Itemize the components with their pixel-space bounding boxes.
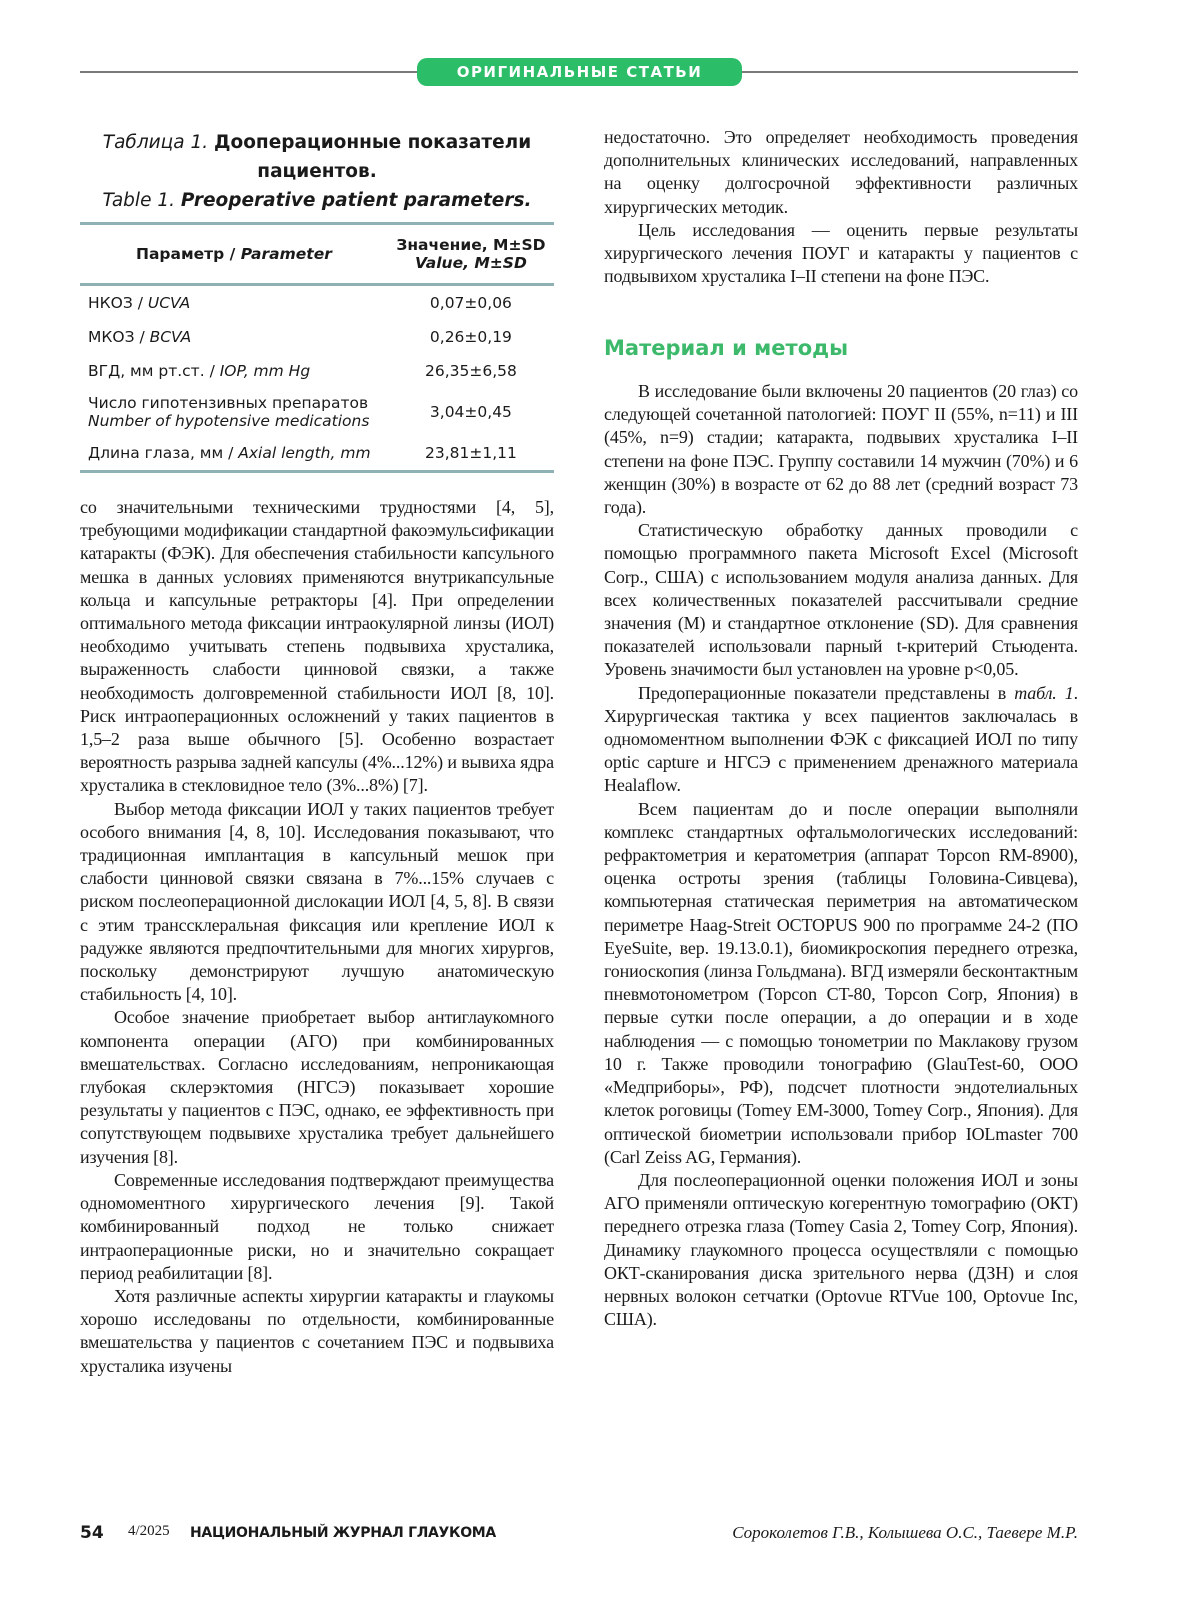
paragraph: В исследование были включены 20 пациентов (20 глаз) со следующей сочетанной патологией: ПОУГ II (55%, n=11) и III (45%, n=9) стадии; катаракта, подвывих хрусталика I–II степени на фоне ПЭС. Группу составили 14 мужчин (70%) и 6 женщин (30%) в возрасте от 62 до 88 лет (средний возраст 73 года). [604, 380, 1078, 519]
value-cell: 3,04±0,45 [388, 388, 554, 436]
issue-number: 4/2025 [128, 1523, 170, 1540]
caption-ru: Дооперационные показатели пациентов. [214, 132, 531, 182]
table-reference-link[interactable]: табл. 1 [1014, 683, 1073, 703]
table-row [80, 320, 554, 354]
section-badge: ОРИГИНАЛЬНЫЕ СТАТЬИ [417, 58, 742, 86]
authors: Сороколетов Г.В., Колышева О.С., Таевере М.Р. [732, 1523, 1078, 1543]
table-row [80, 354, 554, 388]
paragraph: Предоперационные показатели представлены в табл. 1. Хирургическая тактика у всех пациентов заключалась в одномоментном выполнении ФЭК с фиксацией ИОЛ по типу optic capture и НГСЭ с применением дренажного материала Healaflow. [604, 682, 1078, 798]
header-rule-right [740, 71, 1078, 73]
table-caption [80, 128, 554, 215]
paragraph: Современные исследования подтверждают преимущества одномоментного хирургического лечения [9]. Такой комбинированный подход не только снижает интраоперационные риски, но и значительно сокращает период реабилитации [8]. [80, 1169, 554, 1285]
header-value: Значение, M±SD Value, M±SD [388, 224, 554, 285]
caption-en-label: Table 1. [102, 190, 175, 211]
paragraph: Хотя различные аспекты хирургии катаракты и глаукомы хорошо исследованы по отдельности, комбинированные вмешательства у пациентов с сочетанием ПЭС и подвывиха хрусталика изучены [80, 1285, 554, 1378]
caption-ru-label: Таблица 1. [103, 132, 208, 153]
parameter-cell: Число гипотензивных препаратов Number of hypotensive medications [80, 388, 388, 436]
paragraph: Цель исследования — оценить первые результаты хирургического лечения ПОУГ и катаракты у пациентов с подвывихом хрусталика I–II степени на фоне ПЭС. [604, 219, 1078, 289]
caption-en: Preoperative patient parameters. [181, 190, 532, 211]
header-parameter: Параметр / Parameter [80, 224, 388, 285]
header-rule-left [80, 71, 420, 73]
journal-name: НАЦИОНАЛЬНЫЙ ЖУРНАЛ ГЛАУКОМА [190, 1525, 496, 1541]
paragraph: Статистическую обработку данных проводили с помощью программного пакета Microsoft Excel (Microsoft Corp., США) с использованием модуля анализа данных. Для всех количественных показателей рассчитывали средние значения (M) и стандартное отклонение (SD). Для сравнения показателей использовали парный t-критерий Стьюдента. Уровень значимости был установлен на уровне p<0,05. [604, 519, 1078, 681]
page-number: 54 [80, 1523, 104, 1543]
table-row [80, 388, 554, 436]
value-cell: 0,26±0,19 [388, 320, 554, 354]
table-row [80, 285, 554, 321]
value-cell: 26,35±6,58 [388, 354, 554, 388]
paragraph: Выбор метода фиксации ИОЛ у таких пациентов требует особого внимания [4, 8, 10]. Исследования показывают, что традиционная имплантация в капсульный мешок при слабости цинновой связки связана в 7%...15% случаев с риском послеоперационной дислокации ИОЛ [4, 5, 8]. В связи с этим транссклеральная фиксация или крепление ИОЛ к радужке являются предпочтительными для многих хирургов, поскольку демонстрируют лучшую анатомическую стабильность [4, 10]. [80, 798, 554, 1007]
right-column-methods [604, 380, 1078, 1331]
paragraph: со значительными техническими трудностями [4, 5], требующими модификации стандартной факоэмульсификации катаракты (ФЭК). Для обеспечения стабильности капсульного мешка в данных условиях применяются внутрикапсульные кольца и капсульные ретракторы [4]. При определении оптимального метода фиксации интраокулярной линзы (ИОЛ) необходимо учитывать степень подвывиха хрусталика, выраженность слабости цинновой связки, а также необходимость долговременной стабильности ИОЛ [8, 10]. Риск интраоперационных осложнений у таких пациентов в 1,5–2 раза выше обычного [5]. Особенно возрастает вероятность разрыва задней капсулы (4%...12%) и вывиха ядра хрусталика в стекловидное тело (3%...8%) [7]. [80, 496, 554, 798]
table-row [80, 436, 554, 472]
paragraph: Всем пациентам до и после операции выполняли комплекс стандартных офтальмологических исследований: рефрактометрия и кератометрия (аппарат Topcon RM-8900), оценка остроты зрения (таблицы Головина-Сивцева), компьютерная статическая периметрия на автоматическом периметре Haag-Streit OCTOPUS 900 по программе 24-2 (ПО EyeSuite, вер. 19.13.0.1), биомикроскопия переднего отрезка, гониоскопия (линза Гольдмана). ВГД измеряли бесконтактным пневмотонометром (Topcon CT-80, Topcon Corp, Япония) в первые сутки после операции, а до операции и в ходе наблюдения — с помощью тонометрии по Маклакову грузом 10 г. Также проводили тонографию (GlauTest-60, ООО «Медприборы», РФ), подсчет плотности эндотелиальных клеток роговицы (Tomey EM-3000, Tomey Corp., Япония). Для оптической биометрии использовали прибор IOLmaster 700 (Carl Zeiss AG, Германия). [604, 798, 1078, 1169]
preoperative-table [80, 222, 554, 473]
parameter-cell: МКОЗ / BCVA [80, 320, 388, 354]
parameter-cell: ВГД, мм рт.ст. / IOP, mm Hg [80, 354, 388, 388]
parameter-cell: НКОЗ / UCVA [80, 285, 388, 321]
paragraph: Для послеоперационной оценки положения ИОЛ и зоны АГО применяли оптическую когерентную томографию (ОКТ) переднего отрезка глаза (Tomey Casia 2, Tomey Corp, Япония). Динамику глаукомного процесса осуществляли с помощью ОКТ-сканирования диска зрительного нерва (ДЗН) и слоя нервных волокон сетчатки (Optovue RTVue 100, Optovue Inc, США). [604, 1169, 1078, 1331]
section-heading-methods: Материал и методы [604, 336, 848, 360]
left-column [80, 496, 554, 1378]
value-cell: 23,81±1,11 [388, 436, 554, 472]
value-cell: 0,07±0,06 [388, 285, 554, 321]
paragraph: Особое значение приобретает выбор антиглаукомного компонента операции (АГО) при комбинированных вмешательствах. Согласно исследованиям, непроникающая глубокая склерэктомия (НГСЭ) показывает хорошие результаты у пациентов с ПЭС, однако, ее эффективность при сопутствующем подвывихе хрусталика требует дальнейшего изучения [8]. [80, 1006, 554, 1168]
table-header [80, 224, 554, 285]
paragraph: недостаточно. Это определяет необходимость проведения дополнительных клинических исследований, направленных на оценку долгосрочной эффективности различных хирургических методик. [604, 126, 1078, 219]
right-column-top [604, 126, 1078, 288]
parameter-cell: Длина глаза, мм / Axial length, mm [80, 436, 388, 472]
